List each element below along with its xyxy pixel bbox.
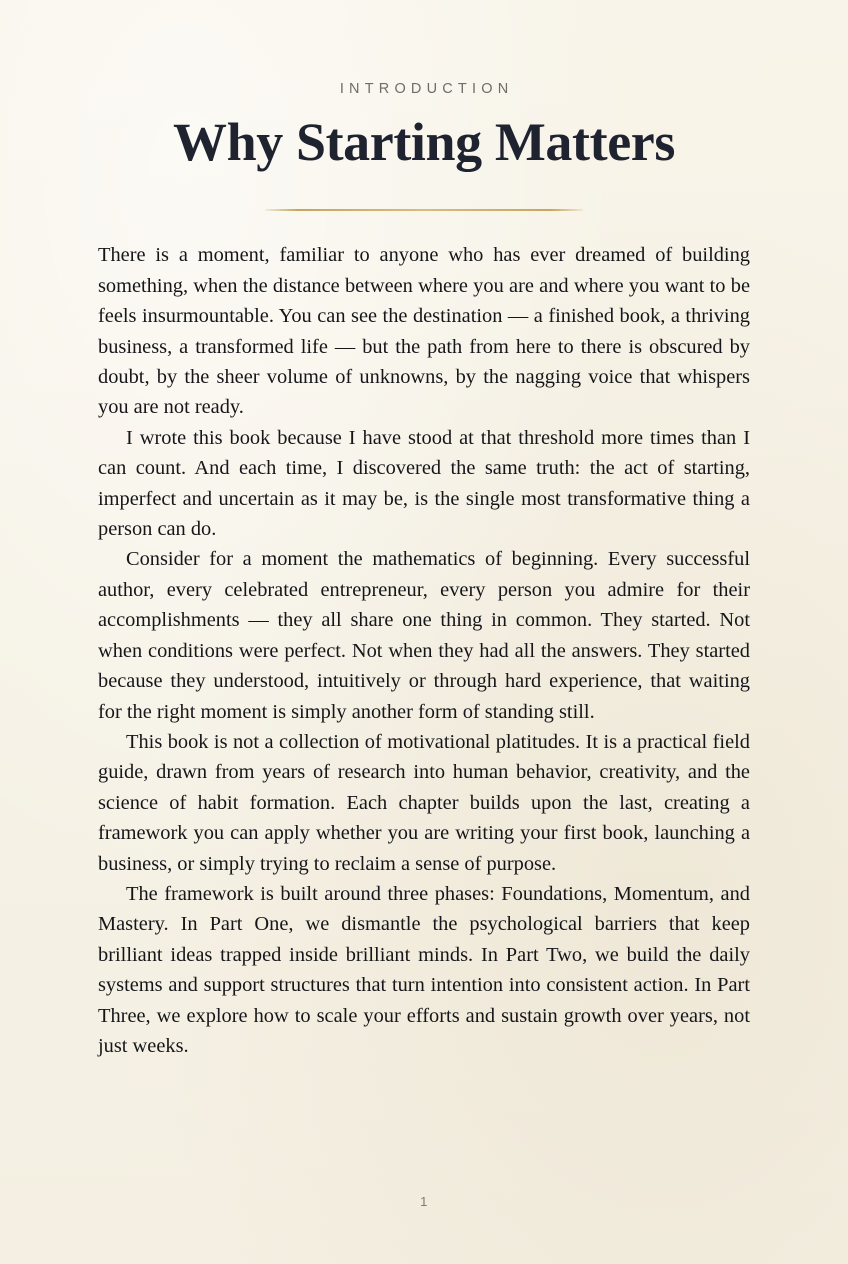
body-copy bbox=[98, 211, 750, 1061]
body-paragraph: The framework is built around three phases: Foundations, Momentum, and Mastery. In Part One, we dismantle the psychological barriers that keep brilliant ideas trapped inside brilliant minds. In Part Two, we build the daily systems and support structures that turn intention into consistent action. In Part Three, we explore how to scale your efforts and sustain growth over years, not just weeks. bbox=[98, 882, 750, 1057]
body-paragraph: Consider for a moment the mathematics of beginning. Every successful author, every celebrated entrepreneur, every person you admire for their accomplishments — they all share one thing in common. They started. Not when conditions were perfect. Not when they had all the answers. They started because they understood, intuitively or through hard experience, that waiting for the right moment is simply another form of standing still. bbox=[98, 548, 750, 723]
section-eyebrow: INTRODUCTION bbox=[339, 81, 514, 97]
body-paragraph: This book is not a collection of motivational platitudes. It is a practical field guide, drawn from years of research into human behavior, creativity, and the science of habit formation. Each chapter builds upon the last, creating a framework you can apply whether you are writing your first book, launching a business, or simply trying to reclaim a sense of purpose. bbox=[98, 730, 750, 875]
page-number: 1 bbox=[420, 1194, 428, 1209]
body-paragraph: I wrote this book because I have stood at that threshold more times than I can count. And each time, I discovered the same truth: the act of starting, imperfect and uncertain as it may be, is the single most transformative thing a person can do. bbox=[98, 426, 750, 541]
body-paragraph: There is a moment, familiar to anyone who has ever dreamed of building something, when the distance between where you are and where you want to be feels insurmountable. You can see the destination — a finished book, a thriving business, a transformed life — but the path from here to there is obscured by doubt, by the sheer volume of unknowns, by the nagging voice that whispers you are not ready. bbox=[98, 244, 750, 419]
page-title: Why Starting Matters bbox=[173, 111, 675, 172]
page-content-column bbox=[98, 0, 750, 1264]
